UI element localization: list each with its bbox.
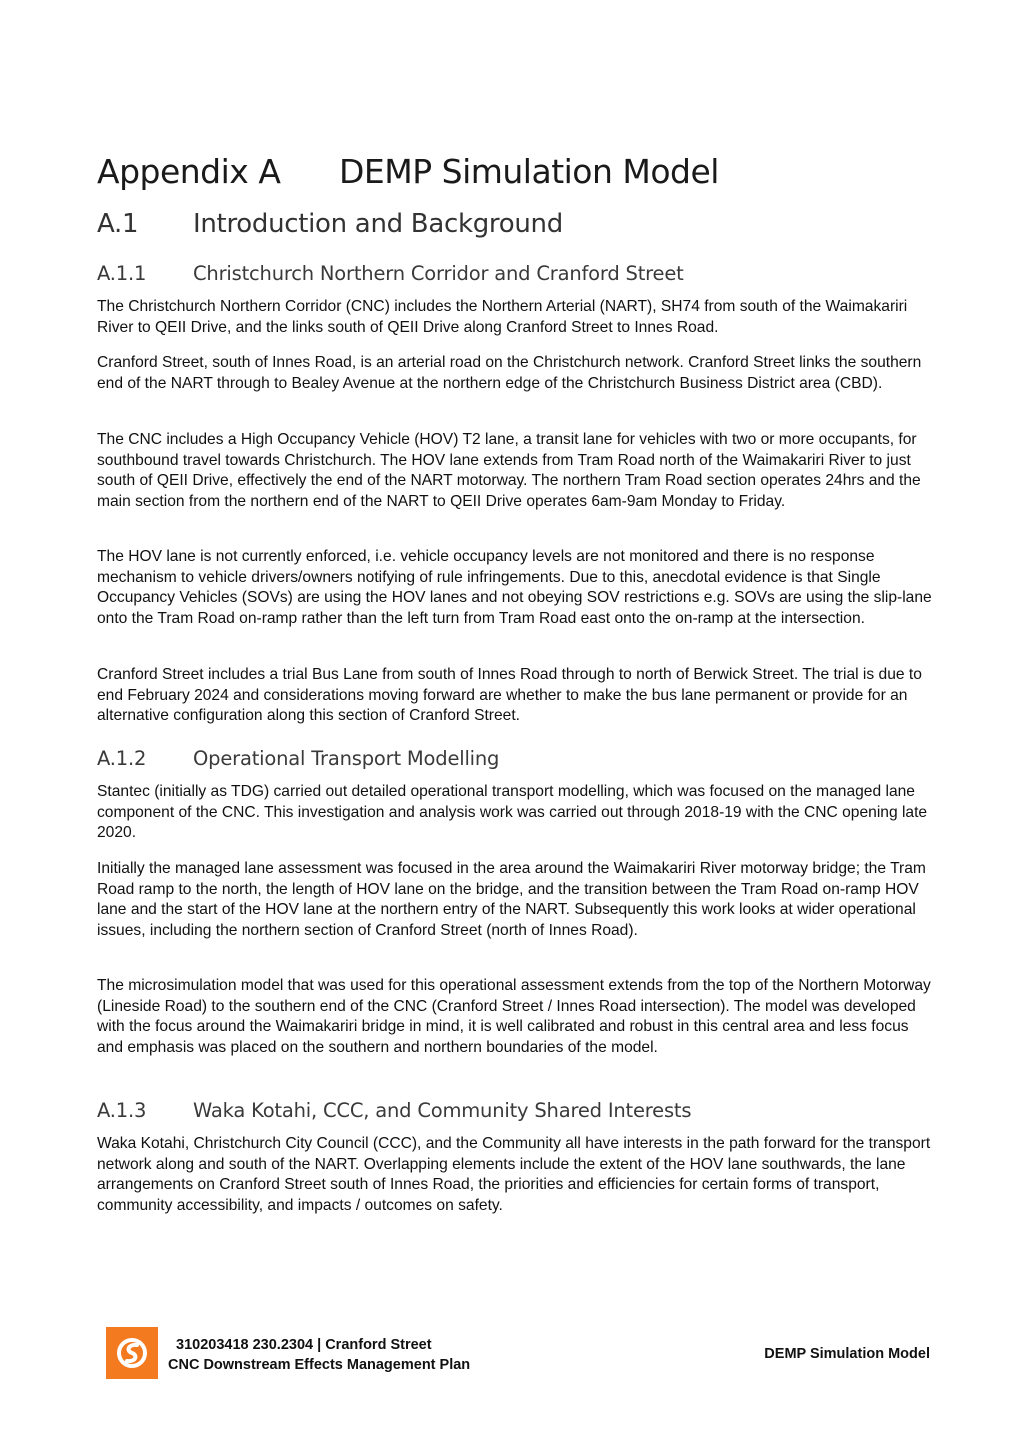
appendix-number: Appendix A	[97, 152, 281, 191]
paragraph: The CNC includes a High Occupancy Vehicle (HOV) T2 lane, a transit lane for vehicles with two or more occupants, for southbound travel towards Christchurch. The HOV lane extends from Tram Road north of the Waimakariri River to just south of QEII Drive, effectively the end of the NART motorway. The northern Tram Road section operates 24hrs and the main section from the northern end of the NART to QEII Drive operates 6am-9am Monday to Friday.	[97, 431, 921, 510]
paragraph: Cranford Street includes a trial Bus Lane from south of Innes Road through to north of Berwick Street. The trial is due to end February 2024 and considerations moving forward are whether to make the bus lane permanent or provide for an alternative configuration along this section of Cranford Street.	[97, 666, 922, 724]
subsection-heading-a13	[97, 1099, 691, 1122]
paragraph: The microsimulation model that was used for this operational assessment extends from the top of the Northern Motorway (Lineside Road) to the southern end of the CNC (Cranford Street / Innes Road intersection). The model was developed with the focus around the Waimakariri bridge in mind, it is well calibrated and robust in this central area and less focus and emphasis was placed on the southern and northern boundaries of the model.	[97, 977, 931, 1056]
paragraph: The HOV lane is not currently enforced, i.e. vehicle occupancy levels are not monitored and there is no response mechanism to vehicle drivers/owners notifying of rule infringements. Due to this, anecdotal evidence is that Single Occupancy Vehicles (SOVs) are using the HOV lanes and not obeying SOV restrictions e.g. SOVs are using the slip-lane onto the Tram Road on-ramp rather than the left turn from Tram Road east onto the on-ramp at the intersection.	[97, 548, 932, 627]
subsection-number: A.1.2	[97, 747, 147, 770]
subsection-title: Waka Kotahi, CCC, and Community Shared Interests	[193, 1099, 692, 1122]
footer-doc-ref: 310203418 230.2304 | Cranford Street	[176, 1337, 432, 1353]
stantec-logo-icon	[106, 1327, 158, 1379]
footer-doc-title: CNC Downstream Effects Management Plan	[168, 1357, 471, 1373]
appendix-title-text: DEMP Simulation Model	[339, 152, 719, 191]
subsection-number: A.1.1	[97, 262, 147, 285]
section-number: A.1	[97, 209, 139, 239]
paragraph: Initially the managed lane assessment was focused in the area around the Waimakariri River motorway bridge; the Tram Road ramp to the north, the length of HOV lane on the bridge, and the transition between the Tram Road on-ramp HOV lane and the start of the HOV lane at the northern entry of the NART. Subsequently this work looks at wider operational issues, including the northern section of Cranford Street (north of Innes Road).	[97, 860, 926, 939]
paragraph: Waka Kotahi, Christchurch City Council (CCC), and the Community all have interests in the path forward for the transport network along and south of the NART. Overlapping elements include the extent of the HOV lane southwards, the lane arrangements on Cranford Street south of Innes Road, the priorities and efficiencies for certain forms of transport, community accessibility, and impacts / outcomes on safety.	[97, 1135, 931, 1214]
subsection-title: Christchurch Northern Corridor and Cranford Street	[193, 262, 684, 285]
footer-section-name: DEMP Simulation Model	[764, 1346, 930, 1362]
subsection-heading-a11	[97, 262, 684, 285]
section-heading	[97, 209, 563, 239]
appendix-title	[97, 152, 719, 191]
paragraph: Stantec (initially as TDG) carried out detailed operational transport modelling, which was focused on the managed lane component of the CNC. This investigation and analysis work was carried out through 2018-19 with the CNC opening late 2020.	[97, 783, 928, 841]
paragraph: Cranford Street, south of Innes Road, is an arterial road on the Christchurch network. Cranford Street links the southern end of the NART through to Bealey Avenue at the northern edge of the Christchurch Business District area (CBD).	[97, 354, 922, 392]
paragraph: The Christchurch Northern Corridor (CNC) includes the Northern Arterial (NART), SH74 from south of the Waimakariri River to QEII Drive, and the links south of QEII Drive along Cranford Street to Innes Road.	[97, 298, 908, 336]
section-title: Introduction and Background	[193, 209, 563, 239]
subsection-title: Operational Transport Modelling	[193, 747, 500, 770]
subsection-number: A.1.3	[97, 1099, 147, 1122]
footer-document-info	[168, 1335, 470, 1375]
subsection-heading-a12	[97, 747, 499, 770]
